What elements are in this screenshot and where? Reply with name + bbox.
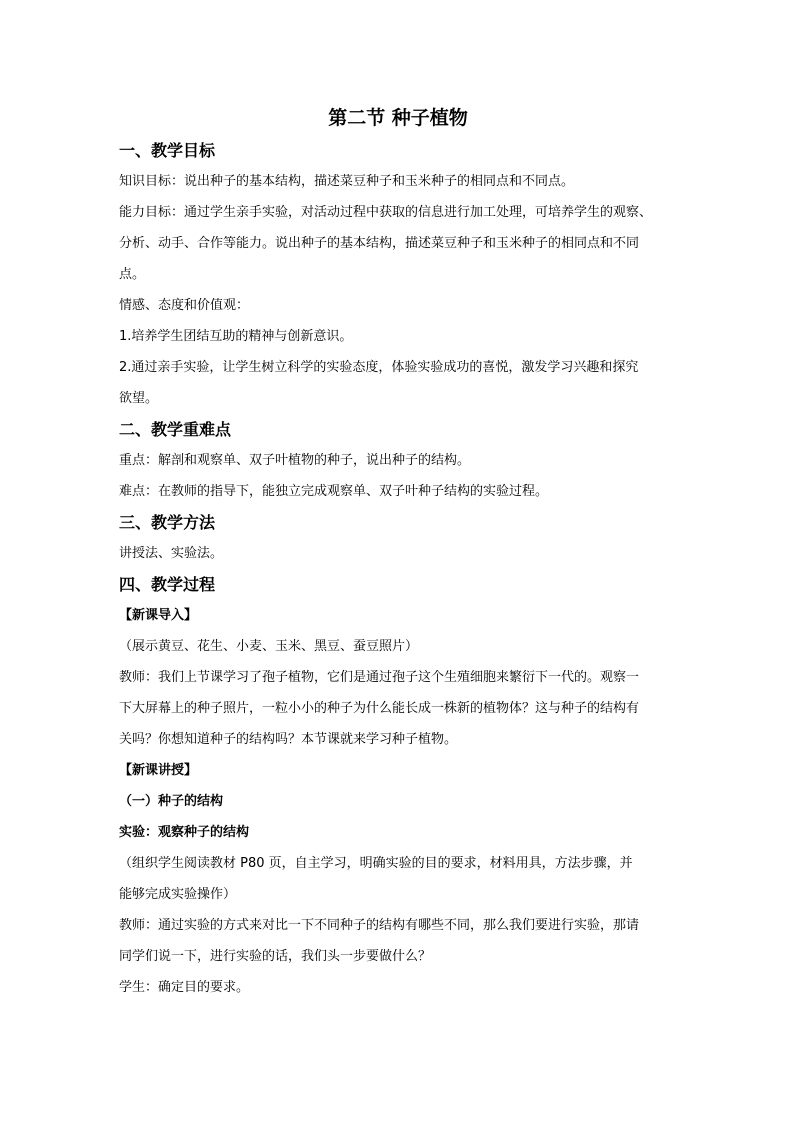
subheading-experiment: 实验：观察种子的结构: [119, 825, 250, 840]
section-heading-methods: 三、教学方法: [119, 513, 216, 532]
paragraph-line: 知识目标：说出种子的基本结构，描述菜豆种子和玉米种子的相同点和不同点。: [119, 174, 575, 189]
paragraph-line: （组织学生阅读教材 P80 页，自主学习，明确实验的目的要求，材料用具，方法步骤，并: [119, 856, 633, 871]
paragraph-line: 教师：通过实验的方式来对比一下不同种子的结构有哪些不同，那么我们要进行实验，那请: [119, 918, 640, 933]
paragraph-line: 关吗？你想知道种子的结构吗？本节课就来学习种子植物。: [119, 732, 458, 747]
paragraph-line: 欲望。: [119, 391, 159, 406]
paragraph-line: 难点：在教师的指导下，能独立完成观察单、双子叶种子结构的实验过程。: [119, 484, 549, 499]
section-heading-process: 四、教学过程: [119, 575, 216, 594]
document-body: [119, 103, 677, 1003]
page-title: 第二节 种子植物: [328, 107, 468, 129]
section-heading-key-points: 二、教学重难点: [119, 420, 232, 439]
subheading-new-lesson: 【新课讲授】: [119, 763, 198, 778]
paragraph-line: 同学们说一下，进行实验的话，我们头一步要做什么？: [119, 949, 432, 964]
section-heading-objectives: 一、教学目标: [119, 141, 216, 160]
paragraph-line: （展示黄豆、花生、小麦、玉米、黑豆、蚕豆照片）: [119, 639, 419, 654]
paragraph-line: 能力目标：通过学生亲手实验，对活动过程中获取的信息进行加工处理，可培养学生的观察、: [119, 205, 653, 220]
paragraph-line: 2.通过亲手实验，让学生树立科学的实验态度，体验实验成功的喜悦，激发学习兴趣和探究: [119, 360, 639, 375]
subheading-introduction: 【新课导入】: [119, 608, 198, 623]
paragraph-line: 点。: [119, 267, 146, 282]
paragraph-line: 情感、态度和价值观：: [119, 298, 250, 313]
paragraph-line: 1.培养学生团结互助的精神与创新意识。: [119, 329, 353, 344]
paragraph-line: 分析、动手、合作等能力。说出种子的基本结构，描述菜豆种子和玉米种子的相同点和不同: [119, 236, 640, 251]
subheading-seed-structure: （一）种子的结构: [119, 794, 224, 809]
paragraph-line: 重点：解剖和观察单、双子叶植物的种子，说出种子的结构。: [119, 453, 471, 468]
paragraph-line: 讲授法、实验法。: [119, 546, 224, 561]
paragraph-line: 下大屏幕上的种子照片，一粒小小的种子为什么能长成一株新的植物体？这与种子的结构有: [119, 701, 640, 716]
paragraph-line: 教师：我们上节课学习了孢子植物，它们是通过孢子这个生殖细胞来繁衍下一代的。观察一: [119, 670, 640, 685]
paragraph-line: 学生：确定目的要求。: [119, 980, 250, 995]
paragraph-line: 能够完成实验操作）: [119, 887, 237, 902]
